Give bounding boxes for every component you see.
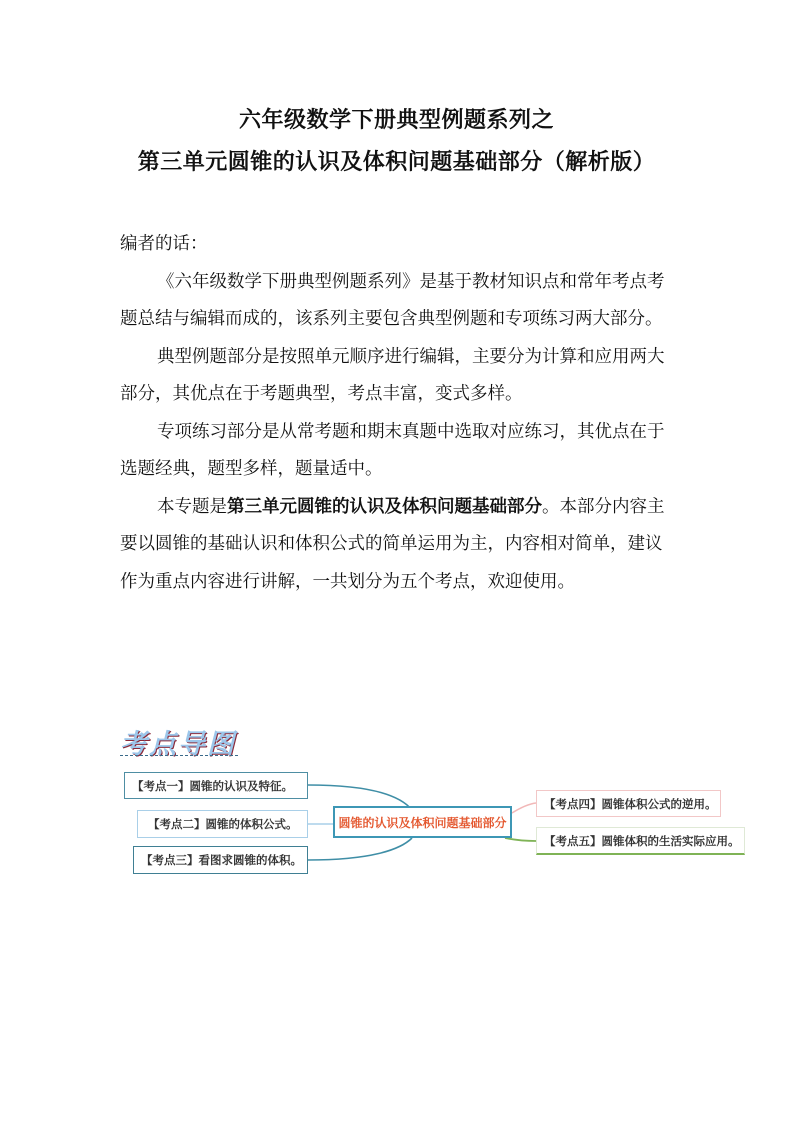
mind-map-node-3: 【考点三】看图求圆锥的体积。: [133, 846, 308, 874]
editor-note-paragraph: 典型例题部分是按照单元顺序进行编辑，主要分为计算和应用两大部分，其优点在于考题典型，考点丰富，变式多样。: [120, 346, 665, 404]
editor-note-paragraph: 专项练习部分是从常考题和期末真题中选取对应练习，其优点在于选题经典，题型多样，题量适中。: [120, 421, 665, 479]
topic-name: 第三单元圆锥的认识及体积问题基础部分: [227, 496, 542, 517]
document-title-line-1: 六年级数学下册典型例题系列之: [238, 108, 554, 133]
editor-note-heading: 编者的话：: [120, 234, 208, 254]
topic-prefix: 本专题是: [157, 496, 227, 517]
mind-map-node-2: 【考点二】圆锥的体积公式。: [137, 810, 308, 838]
mind-map-node-5: 【考点五】圆锥体积的生活实际应用。: [536, 827, 745, 855]
mind-map-center-node: 圆锥的认识及体积问题基础部分: [333, 806, 512, 838]
mind-map-section-title: 考点导图: [120, 729, 236, 760]
mind-map-node-1: 【考点一】圆锥的认识及特征。: [124, 772, 308, 799]
editor-note-paragraph: 《六年级数学下册典型例题系列》是基于教材知识点和常年考点考题总结与编辑而成的，该系列主要包含典型例题和专项练习两大部分。: [120, 271, 665, 329]
document-title-line-2: 第三单元圆锥的认识及体积问题基础部分（解析版）: [137, 150, 656, 175]
mind-map-node-4: 【考点四】圆锥体积公式的逆用。: [536, 790, 721, 817]
topic-suffix: 。本部分内容主要以圆锥的基础认识和体积公式的简单运用为主，内容相对简单，建议作为重点内容进行讲解，一共划分为五个考点，欢迎使用。: [120, 496, 665, 592]
